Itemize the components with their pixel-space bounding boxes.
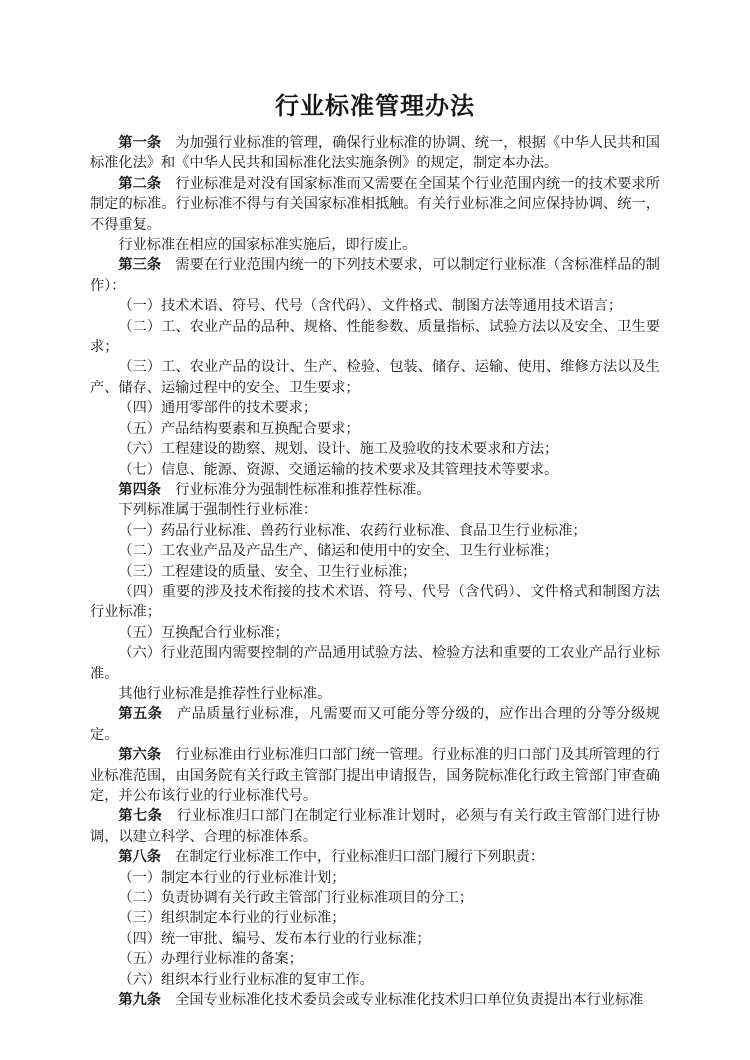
article-number: 第三条: [118, 257, 162, 274]
paragraph-text: 需要在行业范围内统一的下列技术要求，可以制定行业标准（含标准样品的制作）：: [90, 257, 660, 294]
paragraph-text: 行业标准由行业标准归口部门统一管理。行业标准的归口部门及其所管理的行业标准范围，由国务院有关行政主管部门提出申请报告，国务院标准化行政主管部门审查确定，并公布该行业的行业标准代号。: [90, 747, 660, 804]
list-item-paragraph: [90, 623, 660, 643]
paragraph-text: （二）工、农业产品的品种、规格、性能参数、质量指标、试验方法以及安全、卫生要求；: [90, 318, 660, 356]
list-item-paragraph: [90, 419, 660, 439]
list-item-paragraph: [90, 460, 660, 480]
article-paragraph-2: [90, 174, 660, 235]
list-item-paragraph: [90, 439, 660, 459]
paragraph-text: （三）工、农业产品的设计、生产、检验、包装、储存、运输、使用、维修方法以及生产、储存、运输过程中的安全、卫生要求；: [90, 359, 660, 396]
paragraph-text: （一）制定本行业的行业标准计划；: [118, 869, 346, 886]
paragraph-text: （四）重要的涉及技术衔接的技术术语、符号、代号（含代码）、文件格式和制图方法行业标准；: [90, 583, 660, 621]
list-item-paragraph: [90, 296, 660, 316]
paragraph-text: 产品质量行业标准，凡需要而又可能分等分级的，应作出合理的分等分级规定。: [90, 706, 660, 743]
list-item-paragraph: [90, 868, 660, 888]
paragraph-text: （六）工程建设的勘察、规划、设计、施工及验收的技术要求和方法；: [118, 441, 559, 458]
article-paragraph-6: [90, 745, 660, 806]
list-item-paragraph: [90, 970, 660, 990]
paragraph-text: 行业标准在相应的国家标准实施后，即行废止。: [118, 237, 417, 254]
article-number: 第五条: [118, 706, 163, 723]
paragraph-text: （二）工农业产品及产品生产、储运和使用中的安全、卫生行业标准；: [118, 543, 559, 560]
list-item-paragraph: [90, 582, 660, 623]
body-paragraph: [90, 500, 660, 520]
article-number: 第八条: [118, 849, 161, 866]
paragraph-text: （四）统一审批、编号、发布本行业的行业标准；: [118, 930, 431, 947]
article-number: 第二条: [118, 175, 162, 192]
paragraph-text: （七）信息、能源、资源、交通运输的技术要求及其管理技术等要求。: [118, 461, 559, 478]
list-item-paragraph: [90, 357, 660, 398]
article-number: 第一条: [118, 135, 162, 151]
paragraph-text: （二）负责协调有关行政主管部门行业标准项目的分工；: [118, 890, 474, 907]
document-title: 行业标准管理办法: [275, 94, 475, 120]
list-item-paragraph: [90, 562, 660, 582]
paragraph-text: （四）通用零部件的技术要求；: [118, 400, 318, 417]
paragraph-text: 下列标准属于强制性行业标准：: [118, 502, 318, 519]
body-paragraph: [90, 235, 660, 255]
article-paragraph-4: [90, 480, 660, 500]
list-item-paragraph: [90, 317, 660, 358]
list-item-paragraph: [90, 908, 660, 928]
paragraph-text: （五）互换配合行业标准；: [118, 624, 289, 641]
article-paragraph-7: [90, 806, 660, 847]
paragraph-text: 其他行业标准是推荐性行业标准。: [118, 685, 332, 702]
paragraph-text: （三）工程建设的质量、安全、卫生行业标准；: [118, 563, 417, 580]
paragraph-text: （一）技术术语、符号、代号（含代码）、文件格式、制图方法等通用技术语言；: [118, 298, 623, 315]
list-item-paragraph: [90, 888, 660, 908]
paragraph-text: （五）产品结构要素和互换配合要求；: [118, 420, 360, 437]
paragraph-text: 为加强行业标准的管理，确保行业标准的协调、统一，根据《中华人民共和国标准化法》和《中华人民共和国标准化法实施条例》的规定，制定本办法。: [90, 135, 660, 172]
paragraph-text: （六）行业范围内需要控制的产品通用试验方法、检验方法和重要的工农业产品行业标准。: [90, 645, 660, 682]
paragraph-text: 行业标准分为强制性标准和推荐性标准。: [160, 481, 431, 498]
list-item-paragraph: [90, 929, 660, 949]
paragraph-text: （三）组织制定本行业的行业标准；: [118, 910, 346, 927]
paragraph-text: 行业标准归口部门在制定行业标准计划时，必须与有关行政主管部门进行协调，以建立科学、合理的标准体系。: [90, 808, 660, 845]
article-paragraph-5: [90, 704, 660, 745]
article-number: 第七条: [118, 808, 163, 825]
article-number: 第九条: [118, 992, 161, 1009]
list-item-paragraph: [90, 949, 660, 969]
article-number: 第六条: [118, 747, 162, 764]
paragraph-text: （六）组织本行业行业标准的复审工作。: [118, 971, 374, 988]
paragraph-text: 在制定行业标准工作中，行业标准归口部门履行下列职责：: [160, 849, 545, 866]
paragraph-text: 全国专业标准化技术委员会或专业标准化技术归口单位负责提出本行业标准: [160, 992, 644, 1009]
list-item-paragraph: [90, 643, 660, 684]
article-paragraph-1: [90, 133, 660, 174]
body-paragraph: [90, 684, 660, 704]
list-item-paragraph: [90, 541, 660, 561]
paragraph-text: 行业标准是对没有国家标准而又需要在全国某个行业范围内统一的技术要求所制定的标准。行业标准不得与有关国家标准相抵触。有关行业标准之间应保持协调、统一，不得重复。: [90, 175, 660, 233]
list-item-paragraph: [90, 398, 660, 418]
article-number: 第四条: [118, 481, 161, 498]
list-item-paragraph: [90, 521, 660, 541]
article-paragraph-9: [90, 990, 660, 1010]
paragraph-text: （一）药品行业标准、兽药行业标准、农药行业标准、食品卫生行业标准；: [118, 522, 587, 539]
paragraph-text: （五）办理行业标准的备案；: [118, 951, 303, 968]
article-paragraph-3: [90, 255, 660, 296]
article-paragraph-8: [90, 847, 660, 867]
